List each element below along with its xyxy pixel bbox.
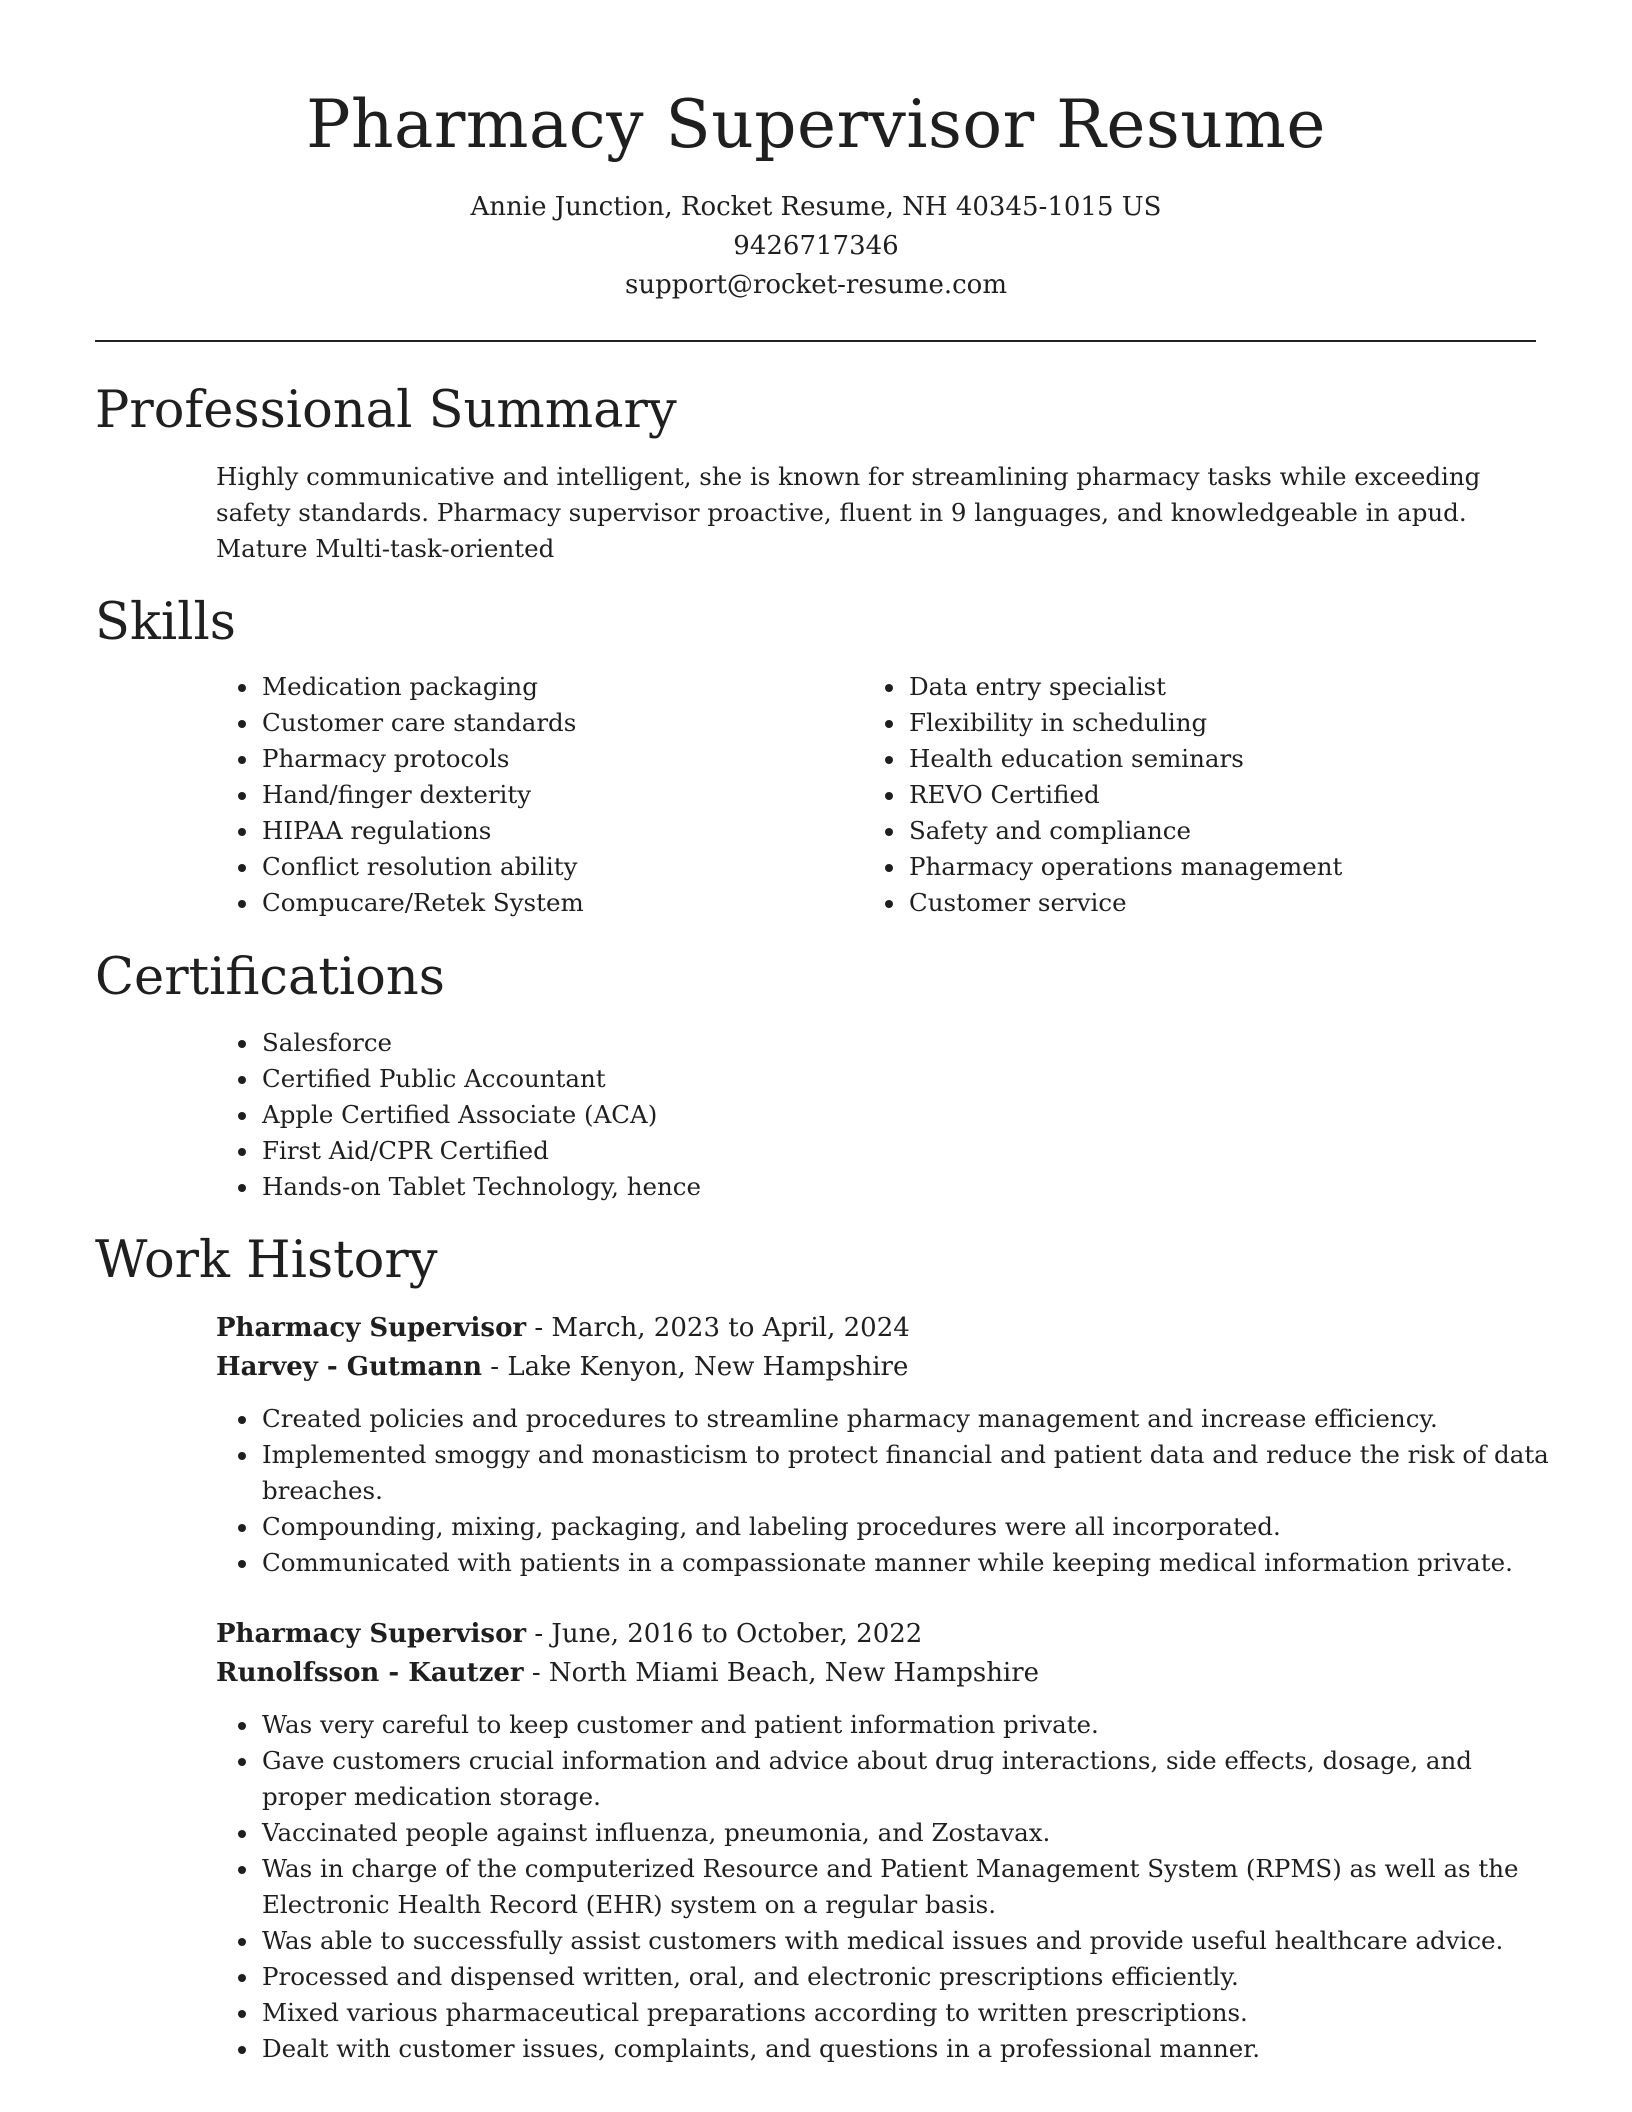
contact-block (0, 188, 1632, 305)
skills-list-left (216, 669, 820, 921)
skill-item: • Pharmacy protocols (260, 741, 820, 777)
certification-item: • Hands-on Tablet Technology, hence (260, 1169, 1560, 1205)
skill-item: • Compucare/Retek System (260, 885, 820, 921)
job-bullet: • Gave customers crucial information and advice about drug interactions, side effects, dosage, and proper medication storage. (260, 1743, 1550, 1815)
job-company-line (216, 1348, 908, 1387)
contact-email: support@rocket-resume.com (624, 270, 1007, 300)
job-dates: - June, 2016 to October, 2022 (526, 1619, 923, 1649)
job-location: - Lake Kenyon, New Hampshire (482, 1352, 909, 1382)
certification-item: • First Aid/CPR Certified (260, 1133, 1560, 1169)
resume-title: Pharmacy Supervisor Resume (306, 86, 1326, 163)
contact-phone: 9426717346 (733, 231, 899, 261)
job-title: Pharmacy Supervisor (216, 1619, 527, 1649)
skill-item: • Flexibility in scheduling (907, 705, 1567, 741)
skill-item: • REVO Certified (907, 777, 1567, 813)
contact-address: Annie Junction, Rocket Resume, NH 40345-1015 US (470, 192, 1162, 222)
job-title: Pharmacy Supervisor (216, 1313, 527, 1343)
job-title-line (216, 1309, 910, 1348)
skills-heading: Skills (95, 593, 236, 652)
skill-item: • Safety and compliance (907, 813, 1567, 849)
skill-item: • Health education seminars (907, 741, 1567, 777)
certification-item: • Salesforce (260, 1025, 1560, 1061)
skill-item: • Conflict resolution ability (260, 849, 820, 885)
skill-item: • Customer care standards (260, 705, 820, 741)
skill-item: • Hand/finger dexterity (260, 777, 820, 813)
job-bullet: • Communicated with patients in a compassionate manner while keeping medical information private. (260, 1545, 1550, 1581)
certifications-heading: Certifications (95, 948, 445, 1007)
job-bullet: • Processed and dispensed written, oral, and electronic prescriptions efficiently. (260, 1959, 1550, 1995)
skill-item: • Pharmacy operations management (907, 849, 1567, 885)
job-bullet: • Dealt with customer issues, complaints, and questions in a professional manner. (260, 2031, 1550, 2067)
certifications-list (216, 1025, 1560, 1205)
job-bullet: • Was able to successfully assist customers with medical issues and provide useful healthcare advice. (260, 1923, 1550, 1959)
job-company-line (216, 1654, 1039, 1693)
header-divider (95, 340, 1536, 342)
job-bullets (216, 1707, 1550, 2067)
job-location: - North Miami Beach, New Hampshire (523, 1658, 1040, 1688)
skill-item: • HIPAA regulations (260, 813, 820, 849)
summary-text: Highly communicative and intelligent, she is known for streamlining pharmacy tasks while exceeding safety standards. Pharmacy supervisor proactive, fluent in 9 languages, and knowledgeable in apud. Mature Multi-task-oriented (216, 462, 1481, 563)
certification-item: • Apple Certified Associate (ACA) (260, 1097, 1560, 1133)
job-bullet: • Implemented smoggy and monasticism to protect financial and patient data and reduce the risk of data breaches. (260, 1437, 1550, 1509)
job-bullet: • Compounding, mixing, packaging, and labeling procedures were all incorporated. (260, 1509, 1550, 1545)
job-company: Runolfsson - Kautzer (216, 1658, 524, 1688)
job-bullets (216, 1401, 1550, 1581)
job-bullet: • Mixed various pharmaceutical preparations according to written prescriptions. (260, 1995, 1550, 2031)
job-company: Harvey - Gutmann (216, 1352, 483, 1382)
work-history-heading: Work History (95, 1231, 438, 1290)
job-bullet: • Was very careful to keep customer and patient information private. (260, 1707, 1550, 1743)
resume-header (0, 80, 1632, 305)
job-bullet: • Created policies and procedures to streamline pharmacy management and increase efficiency. (260, 1401, 1550, 1437)
skill-item: • Customer service (907, 885, 1567, 921)
job-dates: - March, 2023 to April, 2024 (526, 1313, 910, 1343)
job-title-line (216, 1615, 922, 1654)
skill-item: • Medication packaging (260, 669, 820, 705)
job-bullet: • Vaccinated people against influenza, pneumonia, and Zostavax. (260, 1815, 1550, 1851)
skill-item: • Data entry specialist (907, 669, 1567, 705)
summary-heading: Professional Summary (95, 381, 677, 440)
job-bullet: • Was in charge of the computerized Resource and Patient Management System (RPMS) as well as the Electronic Health Record (EHR) system on a regular basis. (260, 1851, 1550, 1923)
skills-list-right (863, 669, 1567, 921)
certification-item: • Certified Public Accountant (260, 1061, 1560, 1097)
